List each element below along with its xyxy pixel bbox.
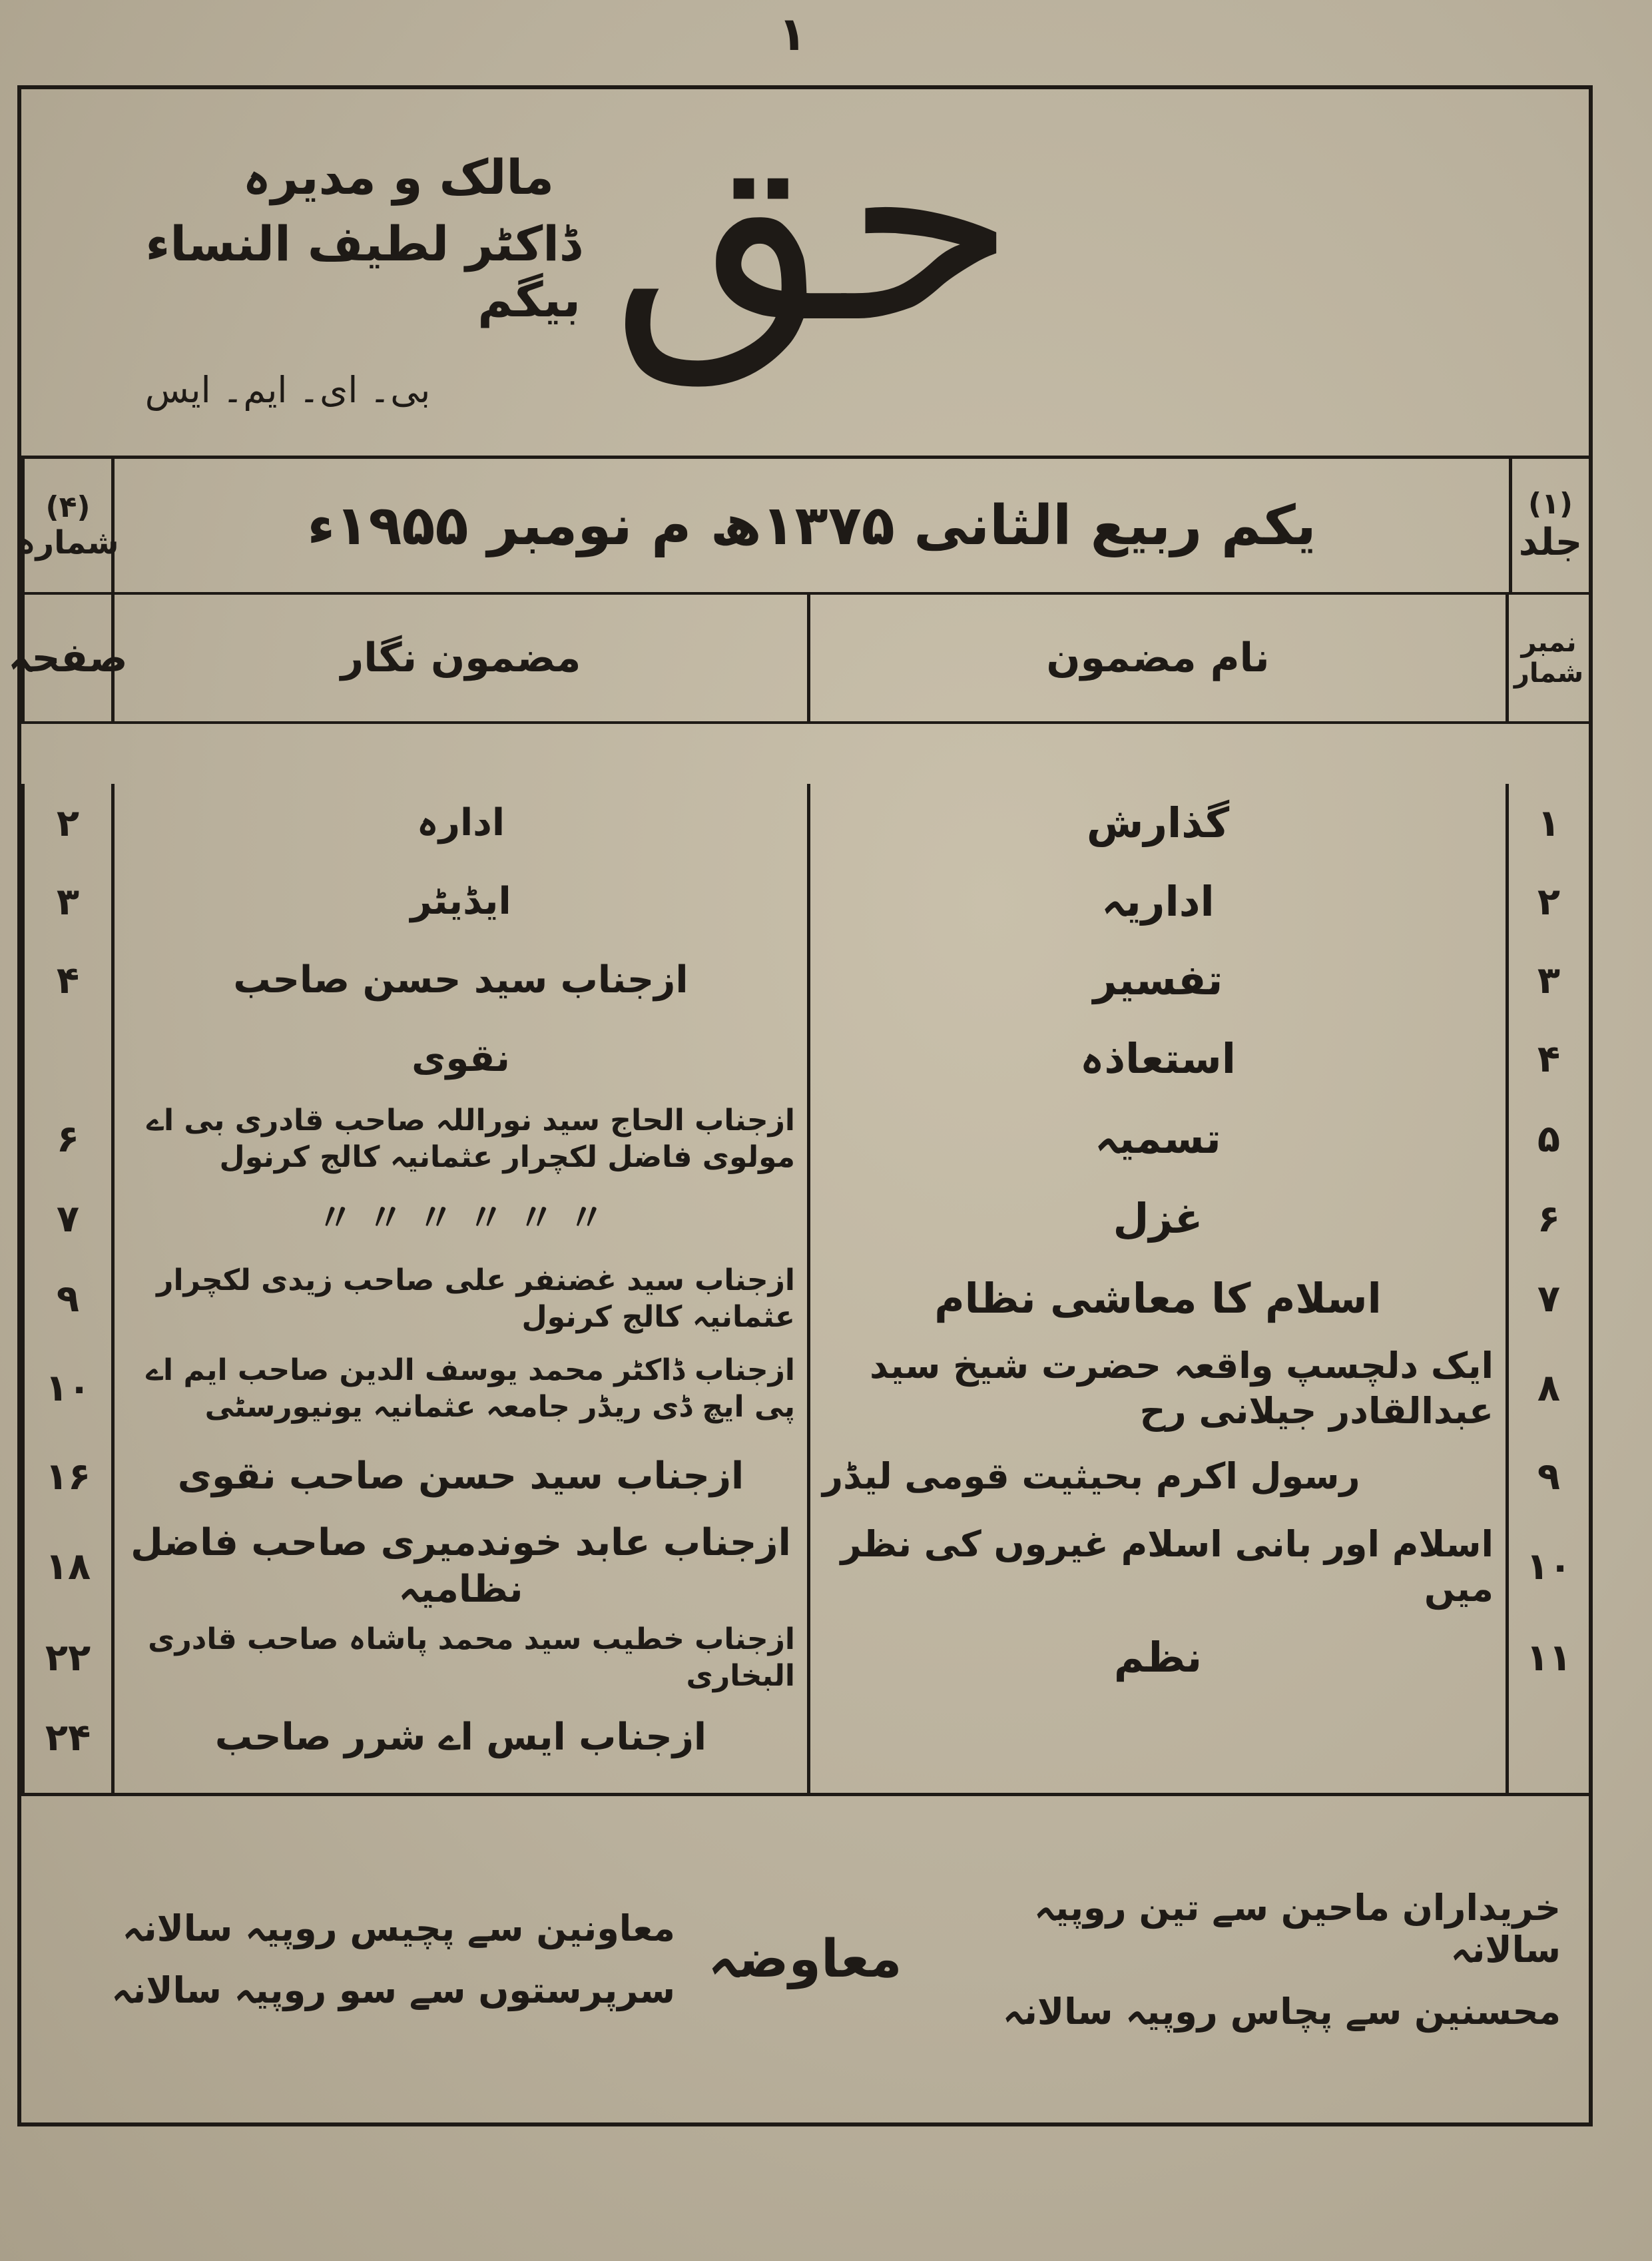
row-title: اداریہ: [810, 862, 1509, 941]
footer: [21, 1796, 1589, 2122]
table-row: [21, 1098, 1589, 1179]
header-page: صفحہ: [21, 595, 115, 721]
volume-label: جلد: [1518, 521, 1583, 564]
row-page: [21, 1020, 115, 1098]
row-author: نقوی: [115, 1020, 810, 1098]
column-line: [810, 1777, 1509, 1793]
row-title: اسلام کا معاشی نظام: [810, 1258, 1509, 1339]
masthead-title: حق: [611, 59, 1017, 385]
table-row: [21, 1437, 1589, 1516]
table-row: [21, 1698, 1589, 1777]
header-author: مضمون نگار: [115, 595, 810, 721]
row-title: تسمیہ: [810, 1098, 1509, 1179]
row-serial: ۹: [1537, 1454, 1561, 1498]
row-page: ۲: [21, 784, 115, 862]
row-serial: ۳: [1537, 958, 1561, 1002]
row-author: ازجناب عابد خوندمیری صاحب فاضل نظامیہ: [115, 1516, 810, 1617]
row-page: ۱۸: [21, 1516, 115, 1617]
owner-label: مالک و مدیرہ: [242, 149, 554, 205]
row-author: 〃 〃 〃 〃 〃 〃: [115, 1179, 810, 1258]
footer-right: [915, 1887, 1581, 2033]
row-title: غزل: [810, 1179, 1509, 1258]
row-serial: ۸: [1537, 1367, 1561, 1410]
row-serial: ۷: [1537, 1277, 1561, 1321]
row-page: ۹: [21, 1258, 115, 1339]
row-page: ۴: [21, 941, 115, 1020]
issue-number: (۴): [45, 489, 91, 524]
row-author: ازجناب ایس اے شرر صاحب: [115, 1698, 810, 1777]
row-title: نظم: [810, 1617, 1509, 1698]
row-author: ازجناب سید حسن صاحب نقوی: [115, 1437, 810, 1516]
header-serial: نمبر شمار: [1514, 627, 1584, 689]
row-author: ادارہ: [115, 784, 810, 862]
row-title: [810, 1698, 1509, 1777]
table-row: [21, 1339, 1589, 1437]
row-title: رسول اکرم بحیثیت قومی لیڈر: [810, 1437, 1509, 1516]
column-line: [21, 1777, 115, 1793]
row-title: تفسیر: [810, 941, 1509, 1020]
row-page: ۱۶: [21, 1437, 115, 1516]
column-line: [115, 1777, 810, 1793]
row-author: ایڈیٹر: [115, 862, 810, 941]
owner-name: ڈاکٹر لطیف النساء بیگم: [145, 216, 581, 328]
issue-cell: [17, 459, 119, 592]
issue-label: شمارہ: [17, 523, 119, 561]
volume-number: (۱): [1527, 487, 1573, 521]
row-author: ازجناب خطیب سید محمد پاشاہ صاحب قادری البخاری: [115, 1617, 810, 1698]
table-row: [21, 1617, 1589, 1698]
row-serial: ۱۱: [1525, 1636, 1572, 1680]
table-row: [21, 784, 1589, 862]
footer-heading: معاوضہ: [708, 1929, 902, 1989]
row-page: ۱۰: [21, 1339, 115, 1437]
row-page: ۷: [21, 1179, 115, 1258]
row-author: ازجناب سید غضنفر علی صاحب زیدی لکچرار عثمانیہ کالج کرنول: [115, 1258, 810, 1339]
table-row: [21, 862, 1589, 941]
table-row: [21, 941, 1589, 1020]
row-title: ایک دلچسپ واقعہ حضرت شیخ سید عبدالقادر جیلانی رح: [810, 1339, 1509, 1437]
page-number: ۱: [778, 7, 807, 61]
volume-cell: [1509, 459, 1589, 592]
table-row: [21, 1179, 1589, 1258]
row-serial: ۱۰: [1525, 1544, 1572, 1588]
row-page: ۲۴: [21, 1698, 115, 1777]
table-row: [21, 1258, 1589, 1339]
row-title: استعاذہ: [810, 1020, 1509, 1098]
row-page: ۶: [21, 1098, 115, 1179]
footer-left: [29, 1907, 695, 2011]
footer-right-line-2: محسنین سے پچاس روپیہ سالانہ: [1002, 1990, 1561, 2033]
row-serial: ۲: [1537, 880, 1561, 924]
header-title: نام مضمون: [810, 595, 1509, 721]
column-line: [1509, 1777, 1589, 1793]
row-serial: ۱: [1537, 801, 1561, 845]
row-serial: ۵: [1537, 1117, 1561, 1161]
issue-row: [17, 459, 1589, 595]
row-serial: ۶: [1537, 1197, 1561, 1241]
footer-left-line-2: سرپرستوں سے سو روپیہ سالانہ: [111, 1969, 675, 2011]
row-title: اسلام اور بانی اسلام غیروں کی نظر میں: [810, 1516, 1509, 1617]
masthead: [21, 59, 1589, 459]
table-row: [21, 1020, 1589, 1098]
page-frame: [8, 59, 1593, 2126]
owner-degree: بی۔ ای۔ ایم۔ ایس: [144, 369, 431, 411]
row-page: ۲۲: [21, 1617, 115, 1698]
row-page: ۳: [21, 862, 115, 941]
row-author: ازجناب ڈاکٹر محمد یوسف الدین صاحب ایم اے پی ایچ ڈی ریڈر جامعہ عثمانیہ یونیورسٹی: [115, 1339, 810, 1437]
row-author: ازجناب سید حسن صاحب: [115, 941, 810, 1020]
table-column-lines: [21, 1777, 1589, 1793]
row-title: گذارش: [810, 784, 1509, 862]
contents-table-body: [21, 724, 1589, 1796]
row-serial: ۴: [1537, 1037, 1561, 1081]
row-serial: [1509, 1698, 1589, 1777]
row-author: ازجناب الحاج سید نوراللہ صاحب قادری بی اے مولوی فاضل لکچرار عثمانیہ کالج کرنول: [115, 1098, 810, 1179]
footer-left-line-1: معاونین سے پچیس روپیہ سالانہ: [122, 1907, 675, 1949]
table-row: [21, 1516, 1589, 1617]
footer-right-line-1: خریداران ماحین سے تین روپیہ سالانہ: [1034, 1886, 1561, 1971]
table-header: [8, 595, 1589, 724]
issue-date: یکم ربیع الثانی ۱۳۷۵ھ م نومبر ۱۹۵۵ء: [307, 493, 1316, 557]
